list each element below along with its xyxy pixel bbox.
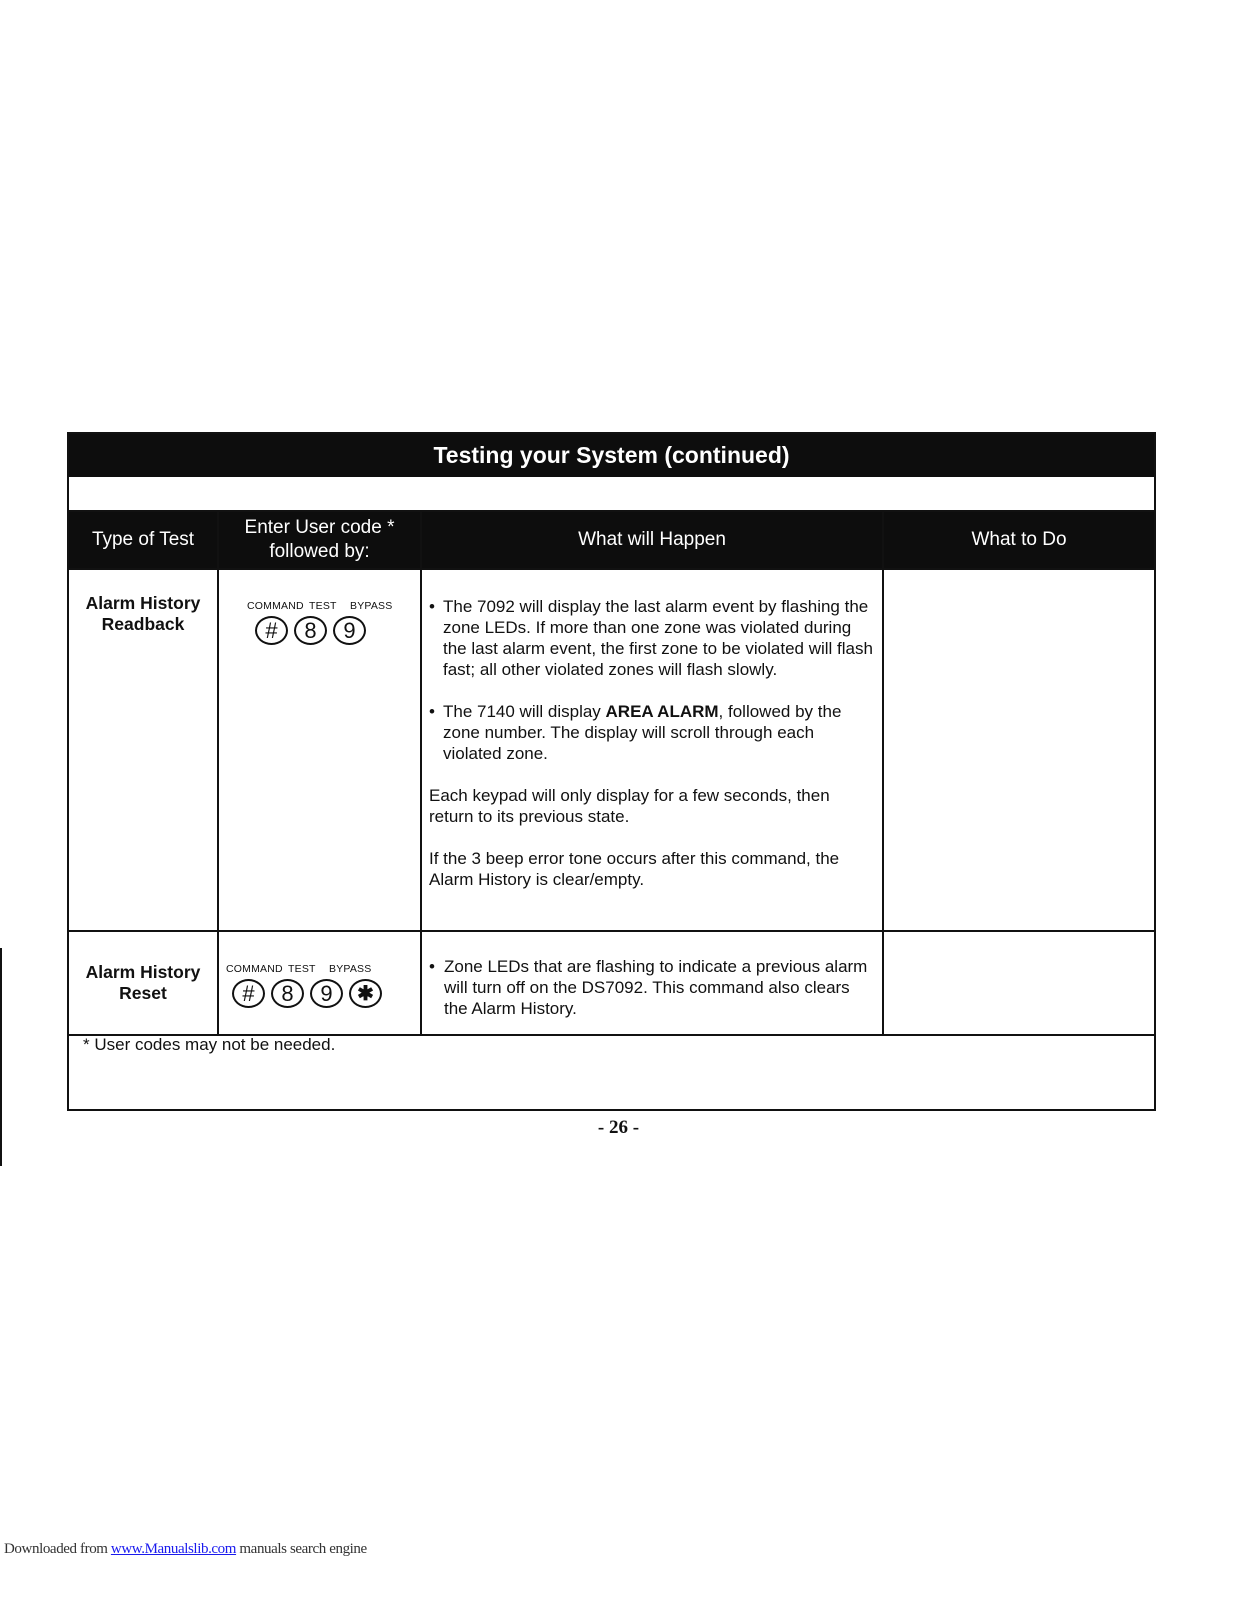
key-sequence [247, 600, 417, 645]
watermark: Downloaded from www.Manualslib.com manuals search engine [4, 1541, 367, 1557]
paragraph: Each keypad will only display for a few seconds, then return to its previous state. [429, 786, 830, 826]
what-will-happen-reset: • Zone LEDs that are flashing to indicate a previous alarm will turn off on the DS7092. This command also clears the Alarm History. [429, 957, 868, 1018]
eight-key-icon: 8 [271, 979, 304, 1008]
divider [420, 512, 422, 1034]
nine-key-icon: 9 [333, 616, 366, 645]
key-label: COMMAND [247, 600, 304, 612]
star-key-icon: ✱ [349, 979, 382, 1008]
manualslib-link[interactable]: www.Manualslib.com [110, 1541, 237, 1557]
key-sequence [226, 963, 420, 1008]
table-row-type: Alarm History Reset [85, 962, 201, 1003]
hash-key-icon: # [232, 979, 265, 1008]
eight-key-icon: 8 [294, 616, 327, 645]
table-title: Testing your System (continued) [69, 434, 1154, 477]
divider [217, 512, 219, 1034]
header-type-of-test: Type of Test [69, 512, 217, 568]
hash-key-icon: # [255, 616, 288, 645]
page-number: - 26 - [597, 1117, 640, 1138]
paragraph: If the 3 beep error tone occurs after this command, the Alarm History is clear/empty. [429, 849, 840, 889]
scan-edge-mark [0, 948, 2, 1166]
what-to-do-readback [884, 570, 1154, 930]
key-label: BYPASS [350, 600, 393, 612]
header-enter-code: Enter User code * followed by: [219, 512, 420, 568]
nine-key-icon: 9 [310, 979, 343, 1008]
testing-table [67, 432, 1156, 1111]
key-label: TEST [288, 963, 316, 975]
key-label: COMMAND [226, 963, 283, 975]
what-will-happen-readback: • The 7092 will display the last alarm event by flashing the zone LEDs. If more than one zone was violated during the last alarm event, the first zone to be violated will flash fast; all other violated zones will flash slowly. • The 7140 will display AREA ALARM, followed by the zone number. The display will scroll through each violated zone. Each keypad will only display for a few seconds, then return to its previous state. If the 3 beep error tone occurs after this command, the Alarm History is clear/empty. [429, 597, 873, 889]
spacer-row [69, 477, 1154, 512]
what-to-do-reset [884, 932, 1154, 1034]
footnote: * User codes may not be needed. [83, 1035, 336, 1054]
header-what-will-happen: What will Happen [422, 512, 882, 568]
key-label: BYPASS [329, 963, 372, 975]
table-row-type: Alarm History Readback [85, 593, 201, 634]
header-what-to-do: What to Do [884, 512, 1154, 568]
key-label: TEST [309, 600, 337, 612]
